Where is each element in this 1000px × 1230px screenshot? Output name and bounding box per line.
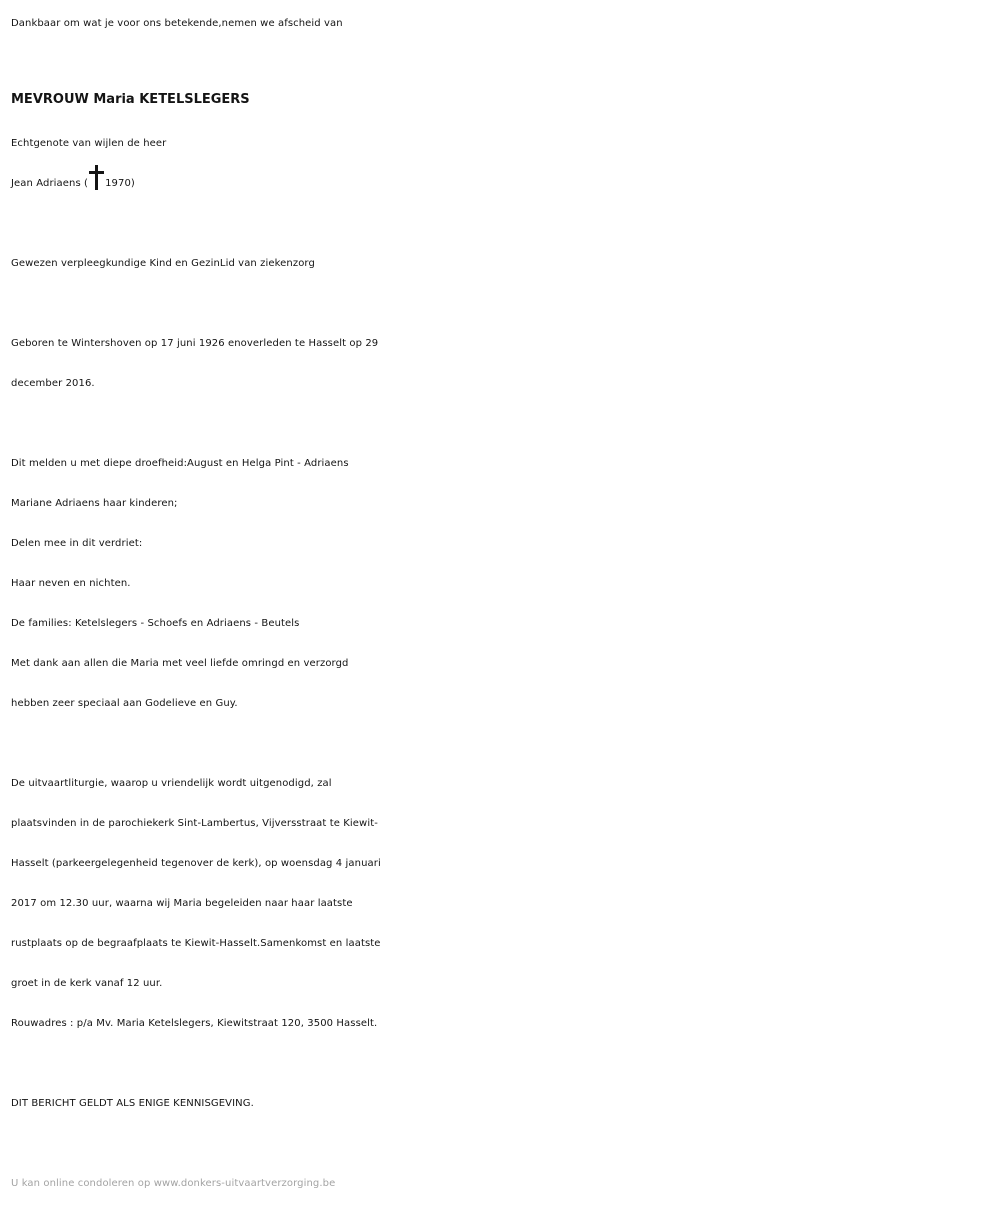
announcement-line: Haar neven en nichten.	[11, 578, 131, 589]
deceased-name: MEVROUW Maria KETELSLEGERS	[11, 92, 250, 107]
announcement-line: De families: Ketelslegers - Schoefs en Adriaens - Beutels	[11, 618, 300, 629]
announcement-line: hebben zeer speciaal aan Godelieve en Guy.	[11, 698, 238, 709]
announcement-line: Met dank aan allen die Maria met veel liefde omringd en verzorgd	[11, 658, 349, 669]
intro-text: Dankbaar om wat je voor ons betekende,nemen we afscheid van	[11, 18, 343, 29]
cross-icon	[89, 164, 104, 190]
funeral-line: rustplaats op de begraafplaats te Kiewit-Hasselt.Samenkomst en laatste	[11, 938, 381, 949]
spacer	[11, 404, 991, 444]
announcement-line: Mariane Adriaens haar kinderen;	[11, 498, 178, 509]
birth-death-line: december 2016.	[11, 378, 95, 389]
spacer	[11, 284, 991, 324]
spouse-name: Jean Adriaens (	[11, 178, 89, 189]
condolence-footer: U kan online condoleren op www.donkers-uitvaartverzorging.be	[11, 1178, 336, 1189]
spouse-name-line	[11, 164, 991, 204]
obituary-document	[11, 4, 991, 1204]
funeral-line: Hasselt (parkeergelegenheid tegenover de kerk), op woensdag 4 januari	[11, 858, 381, 869]
spacer	[11, 204, 991, 244]
occupation-text: Gewezen verpleegkundige Kind en GezinLid van ziekenzorg	[11, 258, 315, 269]
spouse-death-year: 1970)	[105, 178, 135, 189]
spacer	[11, 1044, 991, 1084]
funeral-line: groet in de kerk vanaf 12 uur.	[11, 978, 163, 989]
birth-death-line: Geboren te Wintershoven op 17 juni 1926 enoverleden te Hasselt op 29	[11, 338, 379, 349]
funeral-line: 2017 om 12.30 uur, waarna wij Maria begeleiden naar haar laatste	[11, 898, 353, 909]
notice-text: DIT BERICHT GELDT ALS ENIGE KENNISGEVING.	[11, 1098, 254, 1109]
funeral-line: plaatsvinden in de parochiekerk Sint-Lambertus, Vijversstraat te Kiewit-	[11, 818, 378, 829]
spacer	[11, 1124, 991, 1164]
funeral-line: De uitvaartliturgie, waarop u vriendelijk wordt uitgenodigd, zal	[11, 778, 332, 789]
spouse-line: Echtgenote van wijlen de heer	[11, 138, 167, 149]
address-line: Rouwadres : p/a Mv. Maria Ketelslegers, Kiewitstraat 120, 3500 Hasselt.	[11, 1018, 378, 1029]
announcement-line: Dit melden u met diepe droefheid:August en Helga Pint - Adriaens	[11, 458, 349, 469]
announcement-line: Delen mee in dit verdriet:	[11, 538, 143, 549]
spacer	[11, 724, 991, 764]
